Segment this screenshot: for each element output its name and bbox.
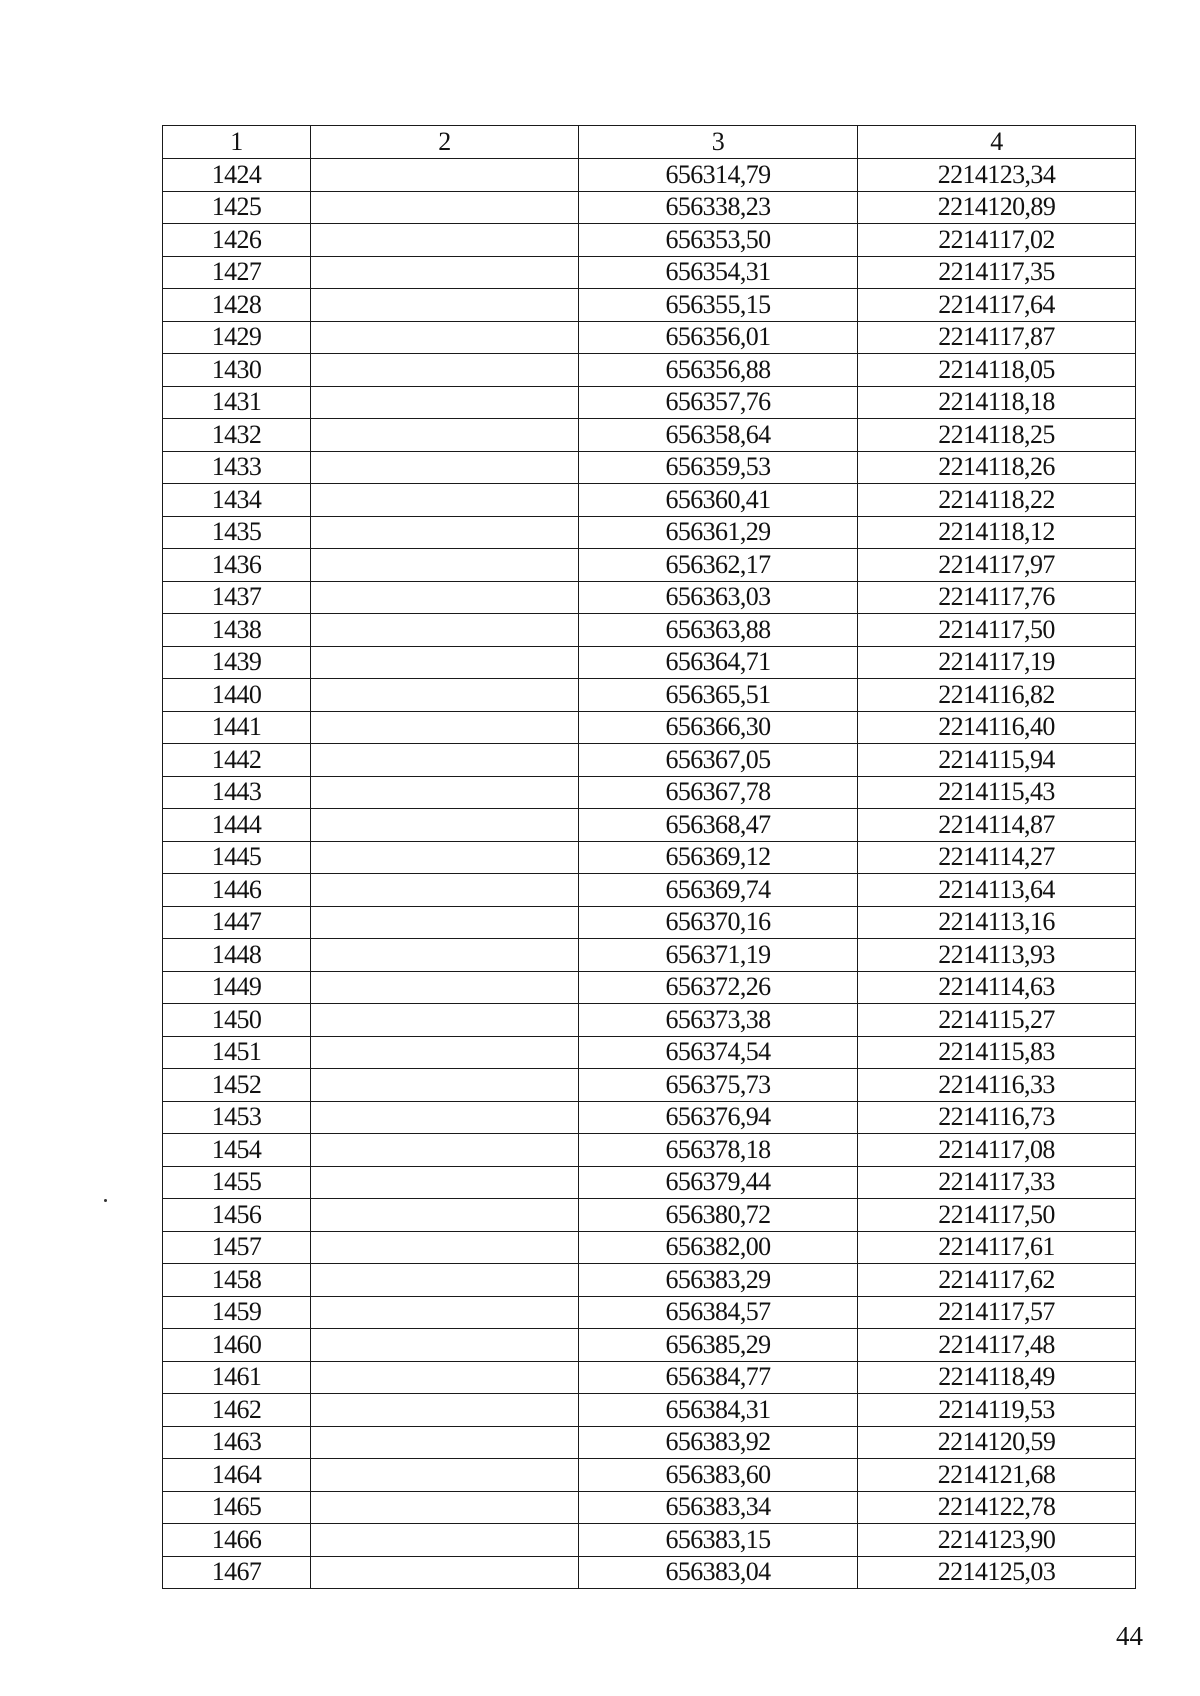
x-coordinate-cell: 656383,60	[579, 1459, 858, 1492]
point-number-cell: 1451	[163, 1036, 311, 1069]
description-cell	[311, 874, 579, 907]
table-row	[163, 1524, 1136, 1557]
table-row	[163, 646, 1136, 679]
point-number-cell: 1425	[163, 191, 311, 224]
description-cell	[311, 1166, 579, 1199]
description-cell	[311, 1134, 579, 1167]
description-cell	[311, 1264, 579, 1297]
x-coordinate-cell: 656373,38	[579, 1004, 858, 1037]
y-coordinate-cell: 2214113,16	[858, 906, 1136, 939]
description-cell	[311, 159, 579, 192]
description-cell	[311, 581, 579, 614]
x-coordinate-cell: 656384,57	[579, 1296, 858, 1329]
point-number-cell: 1466	[163, 1524, 311, 1557]
table-row	[163, 744, 1136, 777]
point-number-cell: 1463	[163, 1426, 311, 1459]
x-coordinate-cell: 656354,31	[579, 256, 858, 289]
description-cell	[311, 1036, 579, 1069]
description-cell	[311, 549, 579, 582]
x-coordinate-cell: 656383,92	[579, 1426, 858, 1459]
table-row	[163, 1199, 1136, 1232]
x-coordinate-cell: 656375,73	[579, 1069, 858, 1102]
x-coordinate-cell: 656363,03	[579, 581, 858, 614]
table-row	[163, 419, 1136, 452]
description-cell	[311, 614, 579, 647]
x-coordinate-cell: 656380,72	[579, 1199, 858, 1232]
table-row	[163, 1556, 1136, 1589]
y-coordinate-cell: 2214117,50	[858, 1199, 1136, 1232]
x-coordinate-cell: 656376,94	[579, 1101, 858, 1134]
table-row	[163, 1361, 1136, 1394]
point-number-cell: 1449	[163, 971, 311, 1004]
description-cell	[311, 679, 579, 712]
table-row	[163, 1036, 1136, 1069]
y-coordinate-cell: 2214116,82	[858, 679, 1136, 712]
table-header-row	[163, 126, 1136, 159]
y-coordinate-cell: 2214117,76	[858, 581, 1136, 614]
y-coordinate-cell: 2214117,02	[858, 224, 1136, 257]
x-coordinate-cell: 656361,29	[579, 516, 858, 549]
x-coordinate-cell: 656374,54	[579, 1036, 858, 1069]
y-coordinate-cell: 2214121,68	[858, 1459, 1136, 1492]
x-coordinate-cell: 656383,34	[579, 1491, 858, 1524]
x-coordinate-cell: 656367,78	[579, 776, 858, 809]
y-coordinate-cell: 2214122,78	[858, 1491, 1136, 1524]
x-coordinate-cell: 656384,77	[579, 1361, 858, 1394]
x-coordinate-cell: 656383,29	[579, 1264, 858, 1297]
description-cell	[311, 289, 579, 322]
y-coordinate-cell: 2214118,12	[858, 516, 1136, 549]
header-cell-2: 2	[311, 126, 579, 159]
table-row	[163, 939, 1136, 972]
header-cell-1: 1	[163, 126, 311, 159]
x-coordinate-cell: 656368,47	[579, 809, 858, 842]
table-row	[163, 484, 1136, 517]
point-number-cell: 1446	[163, 874, 311, 907]
y-coordinate-cell: 2214114,87	[858, 809, 1136, 842]
point-number-cell: 1450	[163, 1004, 311, 1037]
y-coordinate-cell: 2214114,63	[858, 971, 1136, 1004]
x-coordinate-cell: 656359,53	[579, 451, 858, 484]
x-coordinate-cell: 656356,88	[579, 354, 858, 387]
table-row	[163, 1296, 1136, 1329]
description-cell	[311, 971, 579, 1004]
description-cell	[311, 1361, 579, 1394]
description-cell	[311, 191, 579, 224]
description-cell	[311, 1296, 579, 1329]
description-cell	[311, 841, 579, 874]
x-coordinate-cell: 656379,44	[579, 1166, 858, 1199]
description-cell	[311, 711, 579, 744]
description-cell	[311, 1556, 579, 1589]
point-number-cell: 1444	[163, 809, 311, 842]
point-number-cell: 1435	[163, 516, 311, 549]
table-row	[163, 1166, 1136, 1199]
y-coordinate-cell: 2214113,93	[858, 939, 1136, 972]
table-row	[163, 224, 1136, 257]
table-row	[163, 191, 1136, 224]
point-number-cell: 1458	[163, 1264, 311, 1297]
page-number: 44	[1116, 1621, 1143, 1651]
y-coordinate-cell: 2214117,08	[858, 1134, 1136, 1167]
point-number-cell: 1467	[163, 1556, 311, 1589]
point-number-cell: 1436	[163, 549, 311, 582]
description-cell	[311, 1491, 579, 1524]
y-coordinate-cell: 2214115,94	[858, 744, 1136, 777]
y-coordinate-cell: 2214115,43	[858, 776, 1136, 809]
x-coordinate-cell: 656363,88	[579, 614, 858, 647]
y-coordinate-cell: 2214114,27	[858, 841, 1136, 874]
y-coordinate-cell: 2214118,18	[858, 386, 1136, 419]
y-coordinate-cell: 2214123,34	[858, 159, 1136, 192]
x-coordinate-cell: 656371,19	[579, 939, 858, 972]
x-coordinate-cell: 656357,76	[579, 386, 858, 419]
x-coordinate-cell: 656364,71	[579, 646, 858, 679]
y-coordinate-cell: 2214125,03	[858, 1556, 1136, 1589]
y-coordinate-cell: 2214117,87	[858, 321, 1136, 354]
point-number-cell: 1440	[163, 679, 311, 712]
description-cell	[311, 516, 579, 549]
description-cell	[311, 451, 579, 484]
x-coordinate-cell: 656372,26	[579, 971, 858, 1004]
description-cell	[311, 1004, 579, 1037]
y-coordinate-cell: 2214117,57	[858, 1296, 1136, 1329]
point-number-cell: 1428	[163, 289, 311, 322]
point-number-cell: 1426	[163, 224, 311, 257]
table-row	[163, 1101, 1136, 1134]
point-number-cell: 1445	[163, 841, 311, 874]
y-coordinate-cell: 2214117,48	[858, 1329, 1136, 1362]
description-cell	[311, 1101, 579, 1134]
y-coordinate-cell: 2214117,35	[858, 256, 1136, 289]
coordinates-table-container	[162, 125, 1135, 1589]
y-coordinate-cell: 2214117,97	[858, 549, 1136, 582]
table-row	[163, 1329, 1136, 1362]
description-cell	[311, 1524, 579, 1557]
description-cell	[311, 1199, 579, 1232]
table-row	[163, 289, 1136, 322]
y-coordinate-cell: 2214116,33	[858, 1069, 1136, 1102]
point-number-cell: 1454	[163, 1134, 311, 1167]
header-cell-3: 3	[579, 126, 858, 159]
stray-mark	[104, 1199, 107, 1202]
table-row	[163, 549, 1136, 582]
table-row	[163, 971, 1136, 1004]
x-coordinate-cell: 656369,12	[579, 841, 858, 874]
table-row	[163, 1231, 1136, 1264]
x-coordinate-cell: 656366,30	[579, 711, 858, 744]
point-number-cell: 1459	[163, 1296, 311, 1329]
y-coordinate-cell: 2214118,22	[858, 484, 1136, 517]
y-coordinate-cell: 2214120,59	[858, 1426, 1136, 1459]
y-coordinate-cell: 2214117,61	[858, 1231, 1136, 1264]
header-cell-4: 4	[858, 126, 1136, 159]
point-number-cell: 1433	[163, 451, 311, 484]
point-number-cell: 1424	[163, 159, 311, 192]
x-coordinate-cell: 656383,15	[579, 1524, 858, 1557]
x-coordinate-cell: 656358,64	[579, 419, 858, 452]
description-cell	[311, 419, 579, 452]
x-coordinate-cell: 656384,31	[579, 1394, 858, 1427]
table-row	[163, 711, 1136, 744]
table-row	[163, 386, 1136, 419]
description-cell	[311, 939, 579, 972]
y-coordinate-cell: 2214117,19	[858, 646, 1136, 679]
y-coordinate-cell: 2214116,40	[858, 711, 1136, 744]
point-number-cell: 1464	[163, 1459, 311, 1492]
x-coordinate-cell: 656383,04	[579, 1556, 858, 1589]
point-number-cell: 1432	[163, 419, 311, 452]
x-coordinate-cell: 656385,29	[579, 1329, 858, 1362]
point-number-cell: 1434	[163, 484, 311, 517]
point-number-cell: 1455	[163, 1166, 311, 1199]
table-row	[163, 516, 1136, 549]
y-coordinate-cell: 2214117,62	[858, 1264, 1136, 1297]
description-cell	[311, 1426, 579, 1459]
y-coordinate-cell: 2214120,89	[858, 191, 1136, 224]
description-cell	[311, 1394, 579, 1427]
description-cell	[311, 224, 579, 257]
point-number-cell: 1452	[163, 1069, 311, 1102]
table-row	[163, 451, 1136, 484]
y-coordinate-cell: 2214117,33	[858, 1166, 1136, 1199]
description-cell	[311, 809, 579, 842]
y-coordinate-cell: 2214118,05	[858, 354, 1136, 387]
table-row	[163, 1426, 1136, 1459]
point-number-cell: 1437	[163, 581, 311, 614]
y-coordinate-cell: 2214117,64	[858, 289, 1136, 322]
x-coordinate-cell: 656367,05	[579, 744, 858, 777]
description-cell	[311, 744, 579, 777]
table-row	[163, 1004, 1136, 1037]
table-row	[163, 354, 1136, 387]
point-number-cell: 1441	[163, 711, 311, 744]
table-row	[163, 679, 1136, 712]
table-row	[163, 1134, 1136, 1167]
x-coordinate-cell: 656365,51	[579, 679, 858, 712]
y-coordinate-cell: 2214115,83	[858, 1036, 1136, 1069]
point-number-cell: 1439	[163, 646, 311, 679]
table-row	[163, 1459, 1136, 1492]
table-row	[163, 321, 1136, 354]
table-row	[163, 776, 1136, 809]
point-number-cell: 1456	[163, 1199, 311, 1232]
y-coordinate-cell: 2214117,50	[858, 614, 1136, 647]
y-coordinate-cell: 2214123,90	[858, 1524, 1136, 1557]
y-coordinate-cell: 2214118,26	[858, 451, 1136, 484]
y-coordinate-cell: 2214118,49	[858, 1361, 1136, 1394]
point-number-cell: 1462	[163, 1394, 311, 1427]
y-coordinate-cell: 2214118,25	[858, 419, 1136, 452]
x-coordinate-cell: 656356,01	[579, 321, 858, 354]
coordinates-table	[162, 125, 1136, 1589]
table-row	[163, 159, 1136, 192]
x-coordinate-cell: 656382,00	[579, 1231, 858, 1264]
table-row	[163, 906, 1136, 939]
x-coordinate-cell: 656369,74	[579, 874, 858, 907]
table-row	[163, 874, 1136, 907]
y-coordinate-cell: 2214113,64	[858, 874, 1136, 907]
x-coordinate-cell: 656314,79	[579, 159, 858, 192]
table-row	[163, 1264, 1136, 1297]
description-cell	[311, 386, 579, 419]
x-coordinate-cell: 656338,23	[579, 191, 858, 224]
point-number-cell: 1438	[163, 614, 311, 647]
x-coordinate-cell: 656362,17	[579, 549, 858, 582]
table-row	[163, 1069, 1136, 1102]
table-row	[163, 614, 1136, 647]
point-number-cell: 1460	[163, 1329, 311, 1362]
table-row	[163, 841, 1136, 874]
description-cell	[311, 354, 579, 387]
point-number-cell: 1461	[163, 1361, 311, 1394]
point-number-cell: 1465	[163, 1491, 311, 1524]
description-cell	[311, 1329, 579, 1362]
description-cell	[311, 776, 579, 809]
x-coordinate-cell: 656378,18	[579, 1134, 858, 1167]
point-number-cell: 1430	[163, 354, 311, 387]
description-cell	[311, 1459, 579, 1492]
description-cell	[311, 646, 579, 679]
description-cell	[311, 484, 579, 517]
x-coordinate-cell: 656370,16	[579, 906, 858, 939]
y-coordinate-cell: 2214116,73	[858, 1101, 1136, 1134]
table-row	[163, 1394, 1136, 1427]
description-cell	[311, 256, 579, 289]
description-cell	[311, 321, 579, 354]
x-coordinate-cell: 656355,15	[579, 289, 858, 322]
description-cell	[311, 1231, 579, 1264]
y-coordinate-cell: 2214119,53	[858, 1394, 1136, 1427]
point-number-cell: 1427	[163, 256, 311, 289]
point-number-cell: 1429	[163, 321, 311, 354]
table-row	[163, 256, 1136, 289]
point-number-cell: 1442	[163, 744, 311, 777]
description-cell	[311, 1069, 579, 1102]
point-number-cell: 1457	[163, 1231, 311, 1264]
point-number-cell: 1447	[163, 906, 311, 939]
point-number-cell: 1448	[163, 939, 311, 972]
table-body	[163, 126, 1136, 1589]
table-row	[163, 581, 1136, 614]
x-coordinate-cell: 656353,50	[579, 224, 858, 257]
table-row	[163, 1491, 1136, 1524]
y-coordinate-cell: 2214115,27	[858, 1004, 1136, 1037]
x-coordinate-cell: 656360,41	[579, 484, 858, 517]
description-cell	[311, 906, 579, 939]
point-number-cell: 1443	[163, 776, 311, 809]
table-row	[163, 809, 1136, 842]
point-number-cell: 1431	[163, 386, 311, 419]
point-number-cell: 1453	[163, 1101, 311, 1134]
